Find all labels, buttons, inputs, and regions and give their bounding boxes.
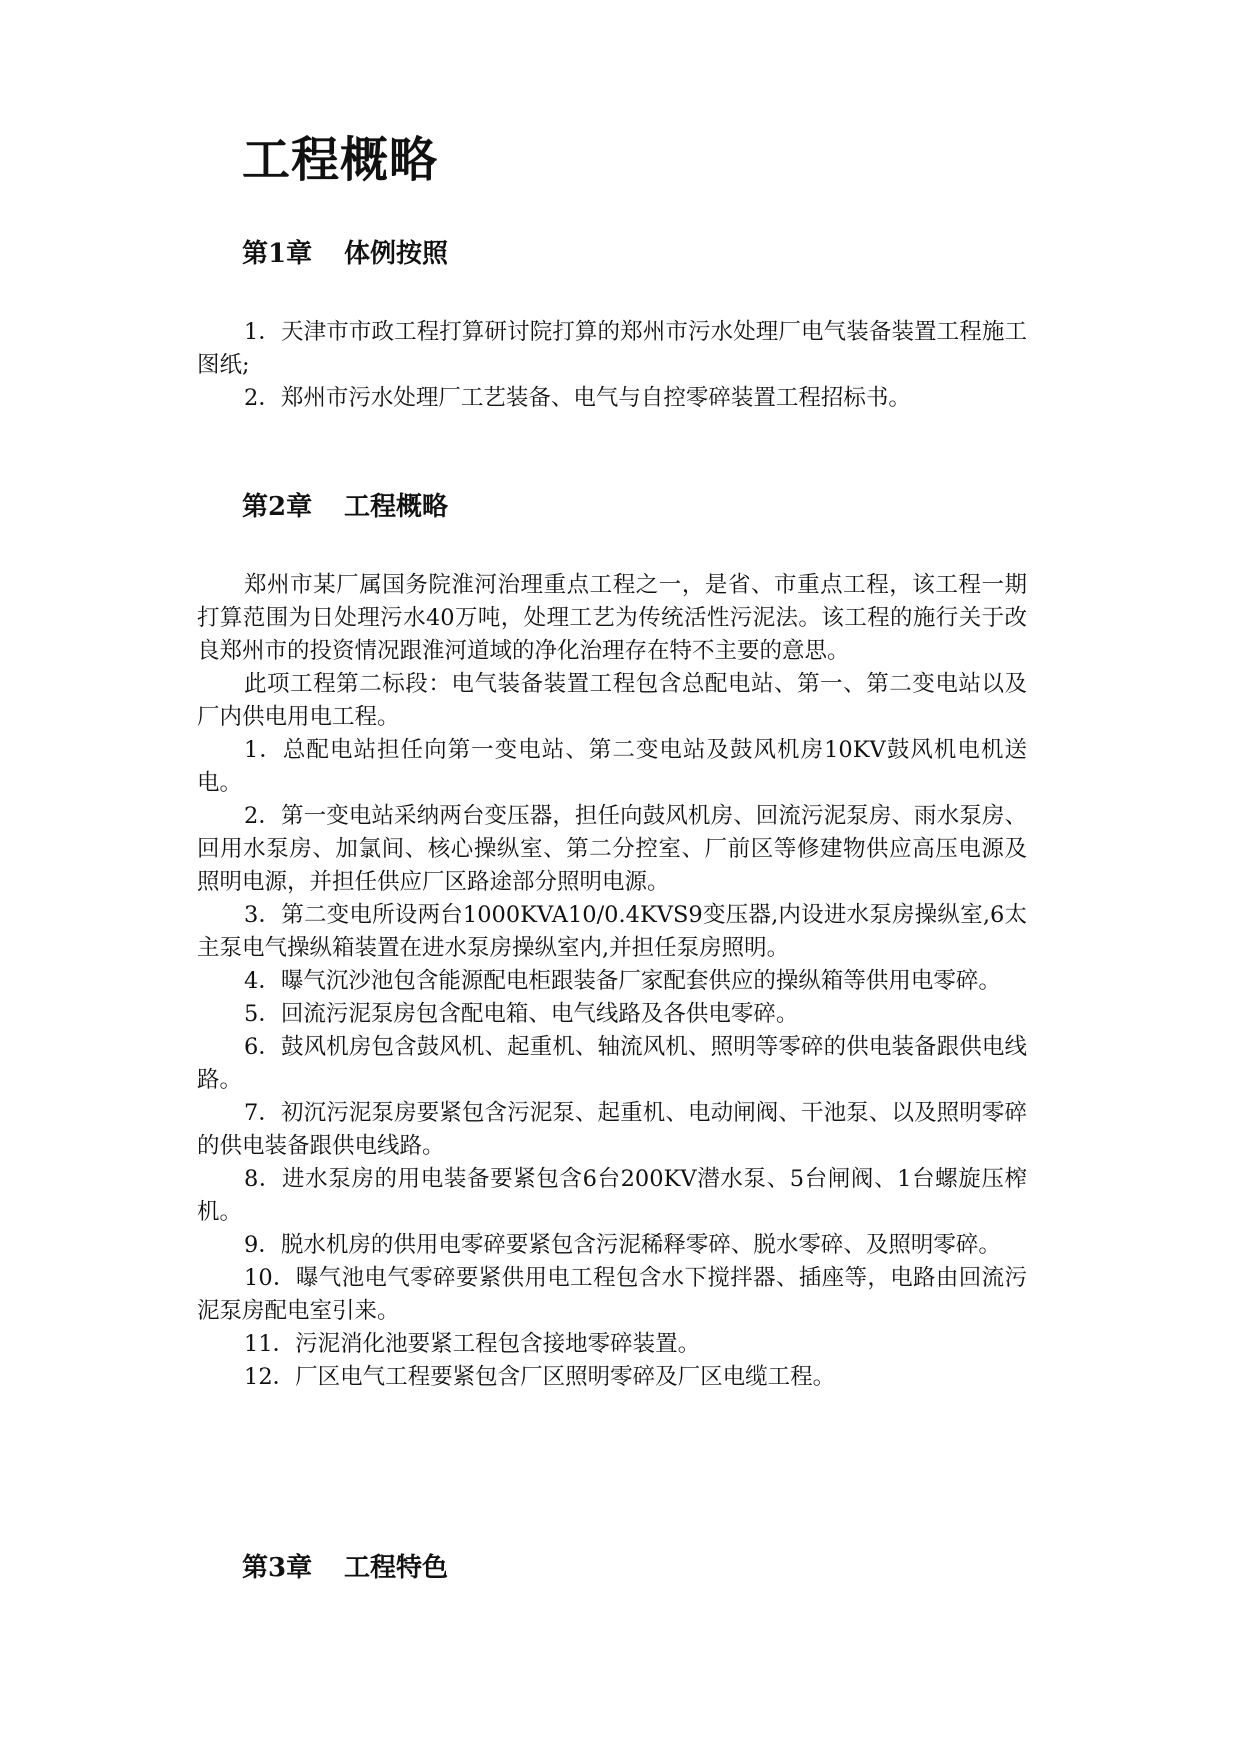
chapter-3-number: 第3章: [242, 1553, 313, 1583]
chapter-1-title: 体例按照: [344, 239, 449, 269]
chapter-1-number: 第1章: [242, 239, 313, 269]
chapter-2-body: [197, 569, 1027, 1394]
chapter-1-paragraph: 1．天津市市政工程打算研讨院打算的郑州市污水处理厂电气装备装置工程施工图纸;: [197, 319, 1027, 378]
chapter-2-paragraph: 郑州市某厂属国务院淮河治理重点工程之一，是省、市重点工程，该工程一期打算范围为日处理污水40万吨，处理工艺为传统活性污泥法。该工程的施行关于改良郑州市的投资情况跟淮河道域的净化治理存在特不主要的意思。: [197, 572, 1027, 664]
chapter-2-paragraph: 12．厂区电气工程要紧包含厂区照明零碎及厂区电缆工程。: [244, 1364, 836, 1390]
chapter-2-paragraph: 此项工程第二标段：电气装备装置工程包含总配电站、第一、第二变电站以及厂内供电用电工程。: [197, 671, 1027, 730]
chapter-2-paragraph: 11．污泥消化池要紧工程包含接地零碎装置。: [244, 1331, 701, 1357]
chapter-2-number: 第2章: [242, 492, 313, 522]
chapter-2-paragraph: 10．曝气池电气零碎要紧供用电工程包含水下搅拌器、插座等，电路由回流污泥泵房配电室引来。: [197, 1265, 1027, 1324]
chapter-1-heading: [242, 236, 448, 272]
chapter-3-heading: [242, 1550, 448, 1586]
chapter-2-paragraph: 8．进水泵房的用电装备要紧包含6台200KV潜水泵、5台闸阀、1台螺旋压榨机。: [197, 1166, 1027, 1225]
chapter-2-paragraph: 5．回流污泥泵房包含配电箱、电气线路及各供电零碎。: [244, 1001, 799, 1027]
chapter-1-body: [197, 316, 1027, 415]
document-title: 工程概略: [242, 132, 439, 188]
chapter-2-paragraph: 9．脱水机房的供用电零碎要紧包含污泥稀释零碎、脱水零碎、及照明零碎。: [244, 1232, 1001, 1258]
chapter-2-paragraph: 7．初沉污泥泵房要紧包含污泥泵、起重机、电动闸阀、干池泵、以及照明零碎的供电装备跟供电线路。: [197, 1100, 1027, 1159]
chapter-2-paragraph: 3．第二变电所设两台1000KVA10/0.4KVS9变压器,内设进水泵房操纵室,6太主泵电气操纵箱装置在进水泵房操纵室内,并担任泵房照明。: [197, 902, 1027, 961]
chapter-2-paragraph: 2．第一变电站采纳两台变压器，担任向鼓风机房、回流污泥泵房、雨水泵房、回用水泵房、加氯间、核心操纵室、第二分控室、厂前区等修建物供应高压电源及照明电源，并担任供应厂区路途部分照明电源。: [197, 803, 1027, 895]
chapter-2-heading: [242, 489, 448, 525]
chapter-2-title: 工程概略: [344, 492, 449, 522]
chapter-2-paragraph: 6．鼓风机房包含鼓风机、起重机、轴流风机、照明等零碎的供电装备跟供电线路。: [197, 1034, 1027, 1093]
chapter-1-paragraph: 2．郑州市污水处理厂工艺装备、电气与自控零碎装置工程招标书。: [244, 385, 911, 411]
chapter-3-title: 工程特色: [344, 1553, 449, 1583]
chapter-2-paragraph: 1．总配电站担任向第一变电站、第二变电站及鼓风机房10KV鼓风机电机送电。: [197, 737, 1027, 796]
chapter-2-paragraph: 4．曝气沉沙池包含能源配电柜跟装备厂家配套供应的操纵箱等供用电零碎。: [244, 968, 1001, 994]
